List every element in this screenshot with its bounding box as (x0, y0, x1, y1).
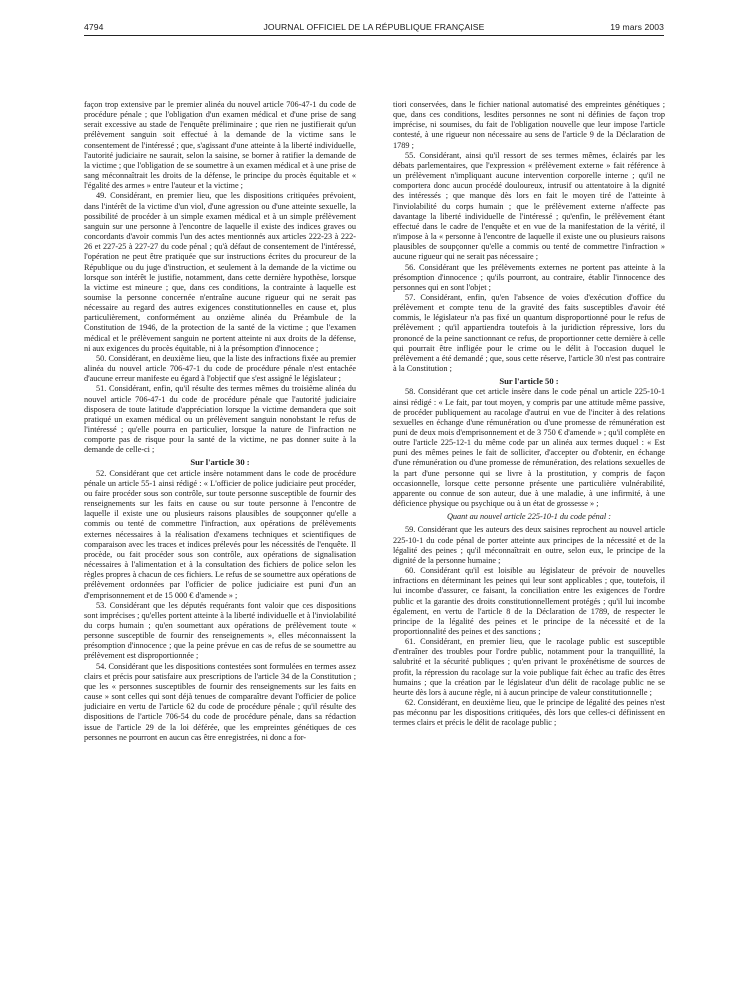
heading-article-30: Sur l'article 30 : (190, 457, 250, 468)
paragraph-54-continued: tiori conservées, dans le fichier national automatisé des empreintes génétiques ; que, dans ces conditions, lesdites personnes ne sont ni définies de façon trop imprécise, ni soumises, du fait de l'obligation nouvelle que leur impose l'article contesté, à une rigueur non nécessaire au sens de l'article 9 de la Déclaration de 1789 ; (393, 100, 665, 150)
paragraph-56: 56. Considérant que les prélèvements externes ne portent pas atteinte à la présomption d'innocence ; qu'ils pourront, au contraire, établir l'innocence des personnes qui en sont l'objet ; (393, 262, 665, 292)
paragraph-55: 55. Considérant, ainsi qu'il ressort de ses termes mêmes, éclairés par les débats parlementaires, que l'expression « prélèvement externe » fait référence à un prélèvement n'impliquant aucune intervention corporelle interne ; qu'il ne comportera donc aucun procédé douloureux, intrusif ou attentatoire à la dignité des intéressés ; que manque dès lors en fait le moyen tiré de l'atteinte à l'inviolabilité du corps humain ; que le prélèvement externe n'affecte pas davantage la liberté individuelle de l'intéressé ; qu'enfin, le prélèvement étant effectué dans le cadre de l'enquête et en vue de la manifestation de la vérité, il n'impose à la « personne à l'encontre de laquelle il existe une ou plusieurs raisons plausibles de soupçonner qu'elle a commis ou tenté de commettre l'infraction » aucune rigueur qui ne serait pas nécessaire ; (393, 150, 665, 262)
paragraph-51: 51. Considérant, enfin, qu'il résulte des termes mêmes du troisième alinéa du nouvel article 706-47-1 du code de procédure pénale que l'autorité judiciaire disposera de toute latitude d'appréciation lorsque la victime demandera que soit pratiqué un examen médical ou un prélèvement sanguin nonobstant le refus de l'intéressé ; qu'elle pourra en particulier, lorsque la nature de l'infraction ne comporte pas de risque pour la santé de la victime, ne pas donner suite à la demande de celle-ci ; (84, 384, 356, 455)
right-column (393, 100, 665, 729)
paragraph-62: 62. Considérant, en deuxième lieu, que le principe de légalité des peines n'est pas méconnu par les dispositions critiquées, dès lors que celles-ci définissent en termes clairs et précis le délit de racolage public ; (393, 698, 665, 728)
paragraph-50: 50. Considérant, en deuxième lieu, que la liste des infractions fixée au premier alinéa du nouvel article 706-47-1 du code de procédure pénale n'est entachée d'aucune erreur manifeste eu égard à l'objectif que s'est assigné le législateur ; (84, 353, 356, 384)
journal-title: JOURNAL OFFICIEL DE LA RÉPUBLIQUE FRANÇAISE (263, 22, 485, 32)
heading-article-50: Sur l'article 50 : (499, 376, 559, 387)
heading-article-225-10-1: Quant au nouvel article 225-10-1 du code pénal : (446, 512, 612, 522)
paragraph-61: 61. Considérant, en premier lieu, que le racolage public est susceptible d'entraîner des troubles pour l'ordre public, notamment pour la tranquillité, la salubrité et la sécurité publiques ; qu'en privant le proxénétisme de sources de profit, la répression du racolage sur la voie publique fait échec au trafic des êtres humains ; que la création par le législateur d'un délit de racolage public ne se heurte dès lors à aucune règle, ni à aucun principe de valeur constitutionnelle ; (393, 637, 665, 697)
paragraph-53: 53. Considérant que les députés requérants font valoir que ces dispositions sont imprécises ; qu'elles portent atteinte à la liberté individuelle et à l'inviolabilité du corps humain ; qu'en soumettant aux opérations de prélèvement toute « personne susceptible de fournir des renseignements », elles méconnaissent la présomption d'innocence ; que la peine prévue en cas de refus de se soumettre au prélèvement est disproportionnée ; (84, 600, 356, 661)
paragraph-57: 57. Considérant, enfin, qu'en l'absence de voies d'exécution d'office du prélèvement et compte tenu de la gravité des faits susceptibles d'avoir été commis, le législateur n'a pas fixé un quantum disproportionné pour le refus de prélèvement ; qu'il appartiendra toutefois à la juridiction répressive, lors du prononcé de la peine sanctionnant ce refus, de proportionner cette dernière à celle qui pourrait être infligée pour le crime ou le délit à l'occasion duquel le prélèvement a été demandé ; que, sous cette réserve, l'article 30 n'est pas contraire à la Constitution ; (393, 292, 665, 374)
paragraph-54: 54. Considérant que les dispositions contestées sont formulées en termes assez clairs et précis pour satisfaire aux prescriptions de l'article 34 de la Constitution ; que les « personnes susceptibles de fournir des renseignements sur les faits en cause » sont celles qui sont déjà tenues de comparaître devant l'officier de police judiciaire en vertu de l'article 62 du code de procédure pénale ; qu'il résulte des dispositions de l'article 706-54 du code de procédure pénale, dans sa rédaction issue de l'article 29 de la loi déférée, que les empreintes génétiques de ces personnes ne pourront en aucun cas être enregistrées, ni donc a for- (84, 661, 356, 742)
paragraph-59: 59. Considérant que les auteurs des deux saisines reprochent au nouvel article 225-10-1 du code pénal de porter atteinte aux principes de la nécessité et de la légalité des peines ; qu'il méconnaîtrait en outre, selon eux, le principe de la dignité de la personne humaine ; (393, 525, 665, 565)
header-rule (84, 35, 664, 36)
paragraph-60: 60. Considérant qu'il est loisible au législateur de prévoir de nouvelles infractions en déterminant les peines qui leur sont applicables ; que, toutefois, il lui incombe d'assurer, ce faisant, la conciliation entre les exigences de l'ordre public et la garantie des droits constitutionnellement protégés ; qu'il lui incombe également, en vertu de l'article 8 de la Déclaration de 1789, de respecter le principe de la légalité des peines et le principe de la nécessité et de la proportionnalité des peines et des sanctions ; (393, 566, 665, 636)
paragraph-52: 52. Considérant que cet article insère notamment dans le code de procédure pénale un article 55-1 ainsi rédigé : « L'officier de police judiciaire peut procéder, ou faire procéder sous son contrôle, sur toute personne susceptible de fournir des renseignements sur les faits en cause ou sur toute personne à l'encontre de laquelle il existe une ou plusieurs raisons plausibles de soupçonner qu'elle a commis ou tenté de commettre l'infraction, aux opérations de prélèvements externes nécessaires à la réalisation d'examens techniques et scientifiques de comparaison avec les traces et indices prélevés pour les nécessités de l'enquête. Il procède, ou fait procéder sous son contrôle, aux opérations de signalisation nécessaires à l'alimentation et à la consultation des fichiers de police selon les règles propres à chacun de ces fichiers. Le refus de se soumettre aux opérations de prélèvement ordonnées par l'officier de police judiciaire est puni d'un an d'emprisonnement et de 15 000 € d'amende » ; (84, 468, 356, 600)
left-column (84, 100, 356, 743)
page-number: 4794 (84, 22, 104, 32)
paragraph-58: 58. Considérant que cet article insère dans le code pénal un article 225-10-1 ainsi rédigé : « Le fait, par tout moyen, y compris par une attitude même passive, de procéder publiquement au racolage d'autrui en vue de l'inciter à des relations sexuelles en échange d'une rémunération ou d'une promesse de rémunération est puni de deux mois d'emprisonnement et de 3 750 € d'amende » ; qu'il complète en outre l'article 225-12-1 du même code par un alinéa aux termes duquel : « Est puni des mêmes peines le fait de solliciter, d'accepter ou d'obtenir, en échange d'une rémunération ou d'une promesse de rémunération, des relations sexuelles de la part d'une personne qui se livre à la prostitution, y compris de façon occasionnelle, lorsque cette personne présente une particulière vulnérabilité, apparente ou connue de son auteur, due à une maladie, à une infirmité, à une déficience physique ou psychique ou à un état de grossesse » ; (393, 387, 665, 509)
paragraph-continued: façon trop extensive par le premier alinéa du nouvel article 706-47-1 du code de procédure pénale ; que l'obligation d'un examen médical et d'une prise de sang serait excessive au stade de l'enquête préliminaire ; que rien ne justifierait qu'un prélèvement sanguin soit effectué à la demande de la victime sans le consentement de l'intéressé ; que, s'agissant d'une atteinte à la liberté individuelle, l'autorité judiciaire ne saurait, selon la saisine, se borner à ratifier la demande de la victime ; que l'obligation de se soumettre à un examen médical et à une prise de sang méconnaîtrait les droits de la défense, le principe du procès équitable et « l'égalité des armes » entre l'auteur et la victime ; (84, 100, 356, 191)
paragraph-49: 49. Considérant, en premier lieu, que les dispositions critiquées prévoient, dans l'intérêt de la victime d'un viol, d'une agression ou d'une atteinte sexuelle, la possibilité de procéder à un simple examen médical et à un simple prélèvement sanguin sur une personne à l'encontre de laquelle il existe des indices graves ou concordants d'avoir commis l'un des actes mentionnés aux articles 222-23 à 222-26 et 227-25 à 227-27 du code pénal ; qu'à défaut de consentement de l'intéressé, l'opération ne peut être pratiquée que sur instructions écrites du procureur de la République ou du juge d'instruction, et seulement à la demande de la victime ou lorsque son intérêt le justifie, notamment, dans cette dernière hypothèse, lorsque la victime est mineure ; que, dans ces conditions, la contrainte à laquelle est soumise la personne concernée n'entraîne aucune rigueur qui ne serait pas nécessaire au regard des autres exigences constitutionnelles en cause et, plus particulièrement, conformément au onzième alinéa du Préambule de la Constitution de 1946, de la protection de la santé de la victime ; que l'examen médical et le prélèvement sanguin ne portent atteinte ni aux droits de la défense, ni aux exigences du procès équitable, ni à la présomption d'innocence ; (84, 191, 356, 353)
issue-date: 19 mars 2003 (610, 22, 664, 32)
